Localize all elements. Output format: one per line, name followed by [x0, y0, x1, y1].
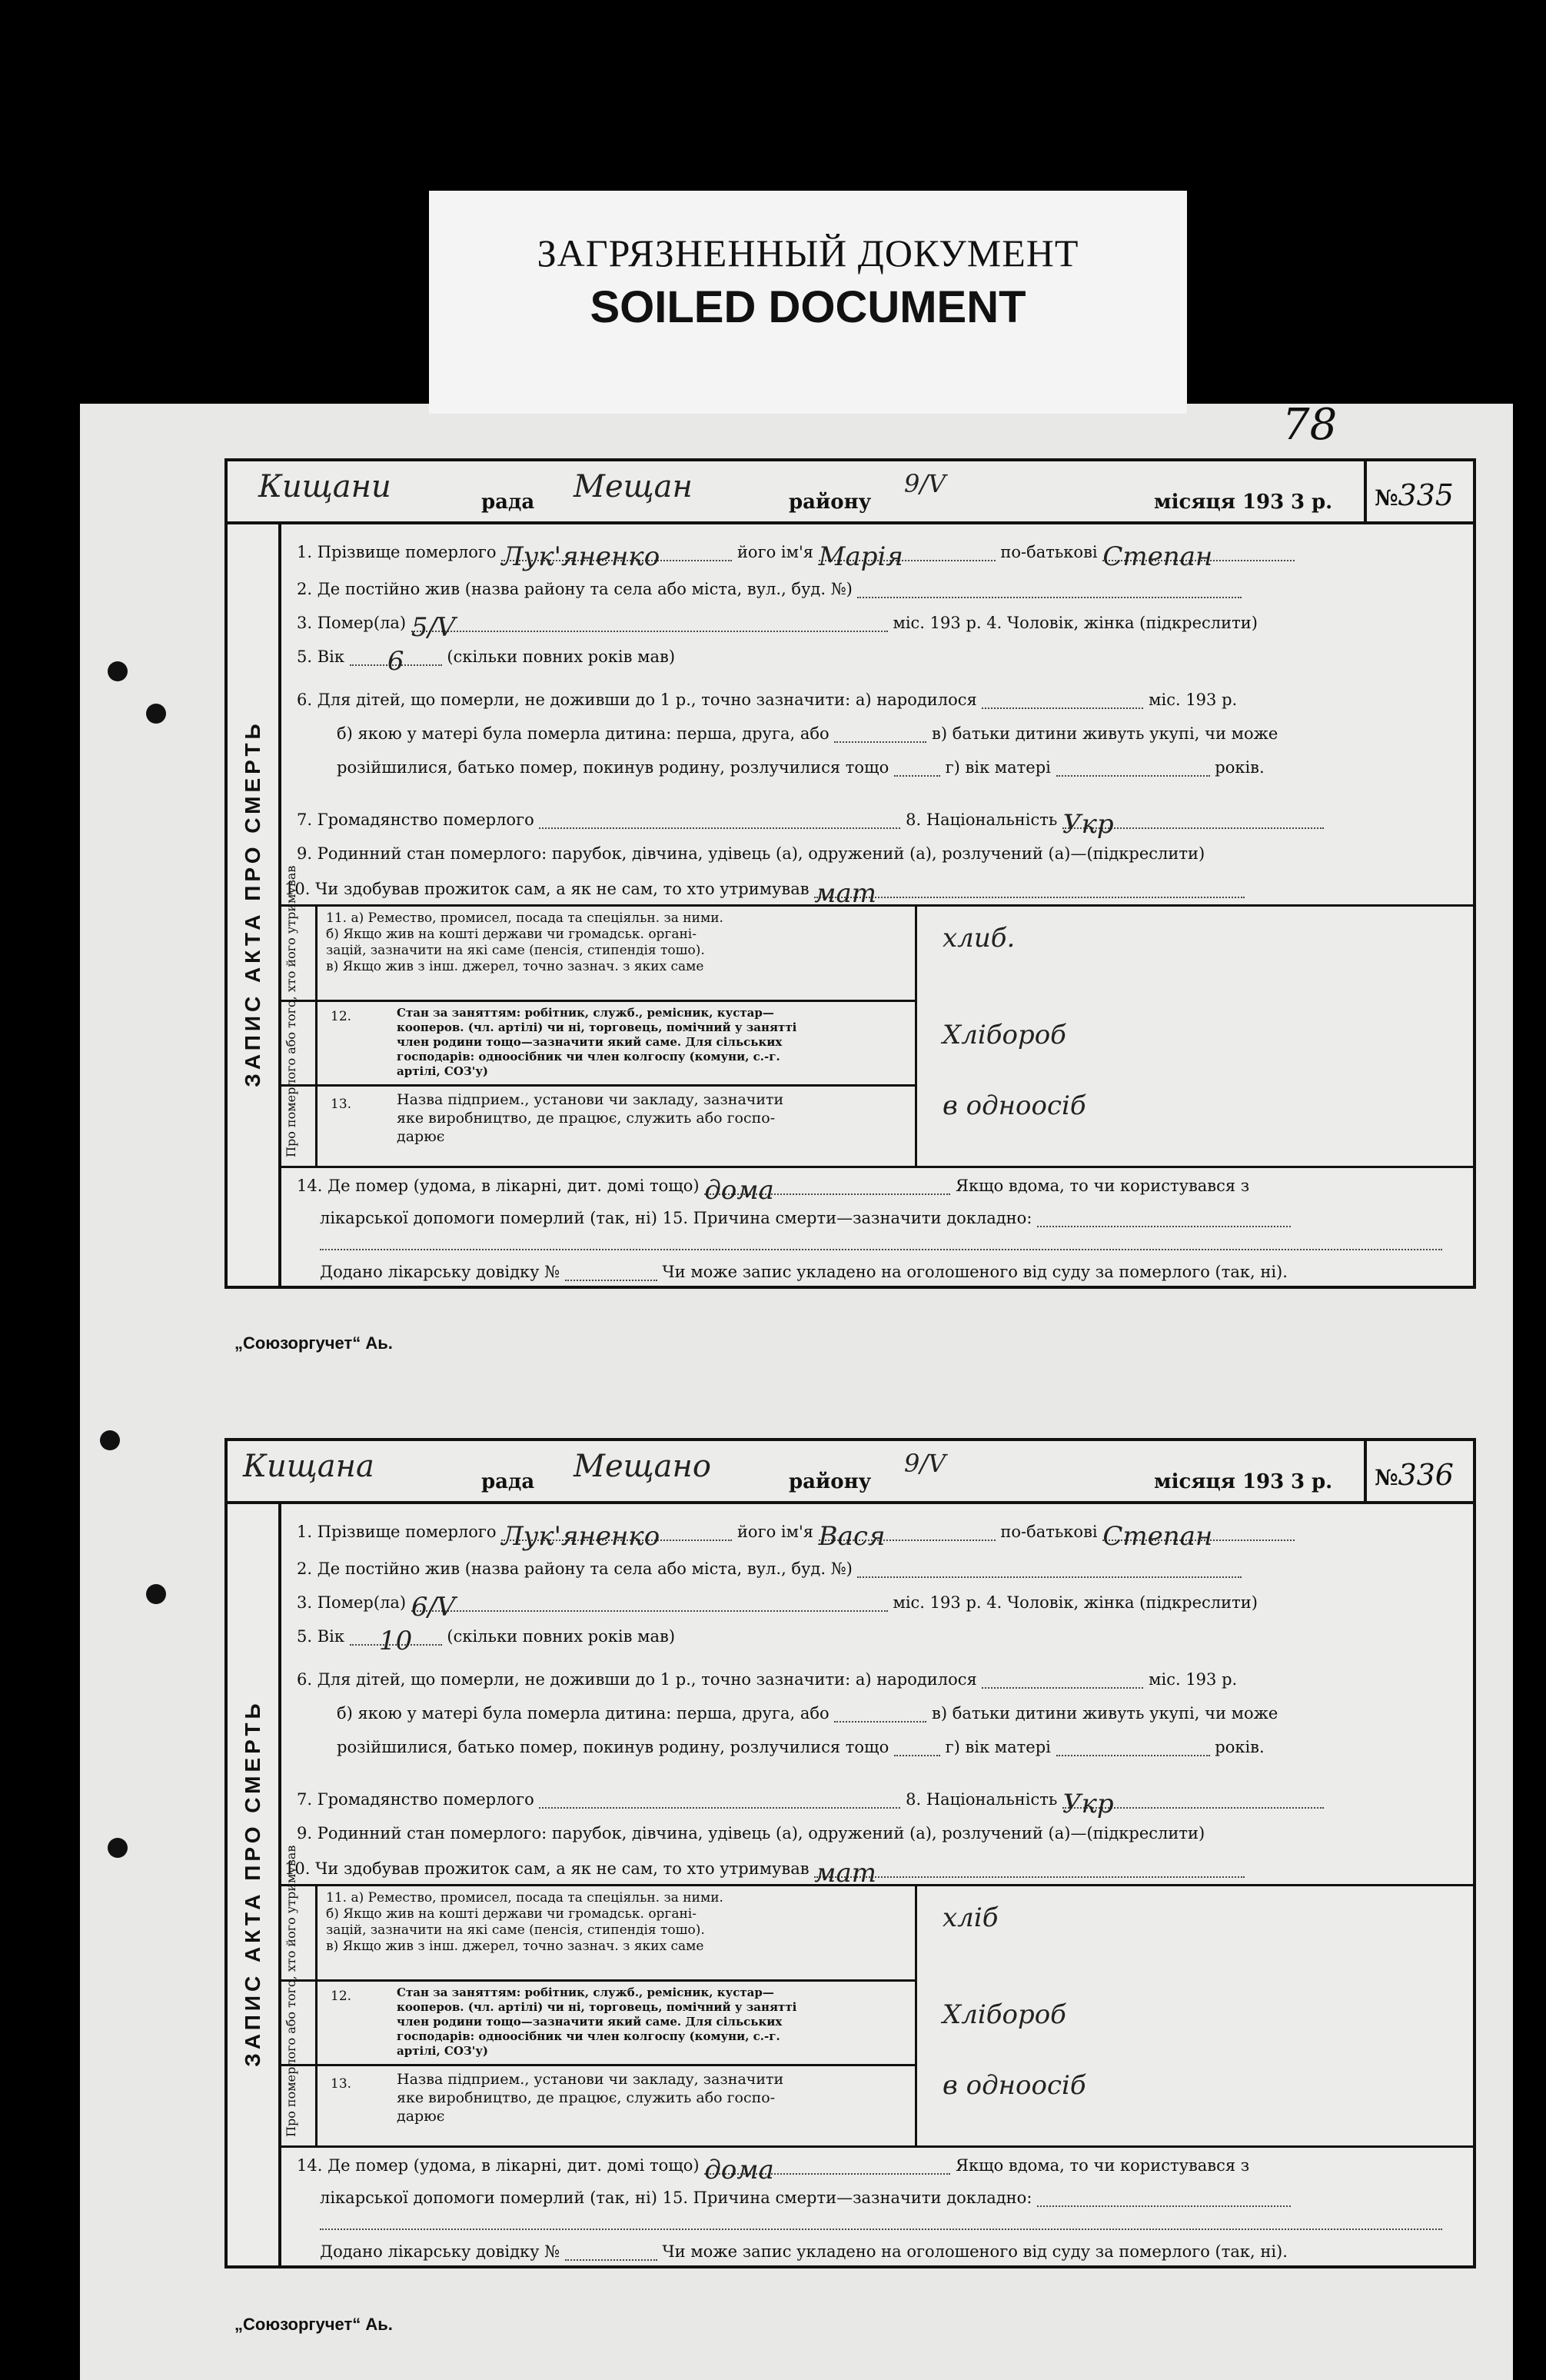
day-value: 9/V [904, 1449, 946, 1478]
line-1 [297, 1521, 1458, 1552]
line-16 [320, 1261, 1458, 1281]
surname-value: Лук'яненко [501, 541, 660, 572]
divider [278, 1084, 915, 1087]
line-15 [320, 1207, 1458, 1227]
line-9 [297, 844, 1458, 863]
citizenship-label: 7. Громадянство померлого [297, 811, 534, 829]
name-label: його ім'я [736, 1523, 813, 1541]
divider [278, 2064, 915, 2066]
year-value: 3 [1291, 1470, 1305, 1493]
line-2 [297, 578, 1458, 598]
year-suffix: р. [1312, 1470, 1333, 1493]
divider [315, 1884, 318, 2145]
month-label: місяця 193 [1154, 491, 1285, 514]
mother-age-label: г) вік матері [945, 1738, 1051, 1756]
parents-label: в) батьки дитини живуть укупі, чи може [932, 1704, 1278, 1723]
raion-value: Мещан [574, 469, 693, 504]
patronymic-label: по-батькові [1000, 1523, 1098, 1541]
parents-status-label: розійшилися, батько помер, покинув родину, розлучилися тощо [337, 758, 889, 777]
number-label: № [1375, 485, 1398, 511]
divider [278, 1884, 1473, 1886]
status-number: 12. [331, 1009, 352, 1024]
form-header [228, 461, 1473, 524]
number-label: № [1375, 1465, 1398, 1490]
line-5 [297, 646, 1458, 677]
sex-label: р. 4. Чоловік, жінка (підкреслити) [966, 1593, 1258, 1612]
line-6 [297, 1669, 1458, 1689]
raion-value: Мещано [574, 1449, 711, 1484]
death-record-form-2 [224, 1438, 1476, 2268]
supporter-value: мат [814, 1858, 876, 1889]
child-born-label: 6. Для дітей, що померли, не доживши до 1 р., точно зазначити: а) народилося [297, 691, 977, 709]
line-16 [320, 2241, 1458, 2261]
divider [315, 904, 318, 1166]
line-15 [320, 2187, 1458, 2207]
status-value: Хлібороб [943, 1999, 1066, 2030]
workplace-number: 13. [331, 1097, 352, 1112]
occupation-label: 11. а) Ремество, промисел, посада та спеціяльн. за ними. б) Якщо жив на коштi держави чи громадськ. органі- зацій, зазначити на які саме (пенсія, стипендія тошо). в) Якщо жив з інш. джерел, точно зазнач. з яких саме [326, 910, 723, 974]
divider [915, 1884, 917, 2145]
death-record-form-1 [224, 458, 1476, 1289]
divider [915, 904, 917, 1166]
marital-label: 9. Родинний стан померлого: парубок, дівчина, удівець (а), одружений (а), розлучений (а)—(підкреслити) [297, 1824, 1205, 1842]
soiled-label-en: SOILED DOCUMENT [590, 282, 1026, 332]
punch-hole [108, 1838, 128, 1858]
name-value: Вася [818, 1521, 886, 1552]
page-number: 78 [1282, 400, 1338, 450]
nationality-label: 8. Національність [906, 1790, 1058, 1809]
mother-age-label: г) вік матері [945, 758, 1051, 777]
age-hint: (скільки повних років мав) [447, 647, 676, 666]
line-1 [297, 541, 1458, 572]
died-month-label: міс. 193 [893, 1593, 961, 1612]
year-suffix: р. [1312, 491, 1333, 514]
home-care-label: Якщо вдома, то чи користувався з [956, 2156, 1250, 2175]
age-hint: (скільки повних років мав) [447, 1627, 676, 1646]
rada-value: Кищана [243, 1449, 374, 1484]
died-label: 3. Помер(ла) [297, 1593, 407, 1612]
age-value: 10 [379, 1626, 413, 1656]
workplace-value: в одноосіб [943, 1090, 1086, 1121]
sex-label: р. 4. Чоловік, жінка (підкреслити) [966, 614, 1258, 632]
line-7 [297, 809, 1458, 840]
soiled-label-ru: ЗАГРЯЗНЕННЫЙ ДОКУМЕНТ [537, 231, 1079, 275]
workplace-number: 13. [331, 2076, 352, 2092]
punch-hole [100, 1430, 120, 1450]
child-born-year: р. [1222, 1670, 1238, 1689]
side-title [228, 1501, 281, 2265]
died-month-label: міс. 193 [893, 614, 961, 632]
parents-status-label: розійшилися, батько помер, покинув родину, розлучилися тощо [337, 1738, 889, 1756]
cause-label: лікарської допомоги померлий (так, ні) 15. Причина смерти—зазначити докладно: [320, 2189, 1032, 2207]
divider [278, 1979, 915, 1982]
workplace-label: Назва підприем., установи чи закладу, зазначити яке виробництво, де працює, служить або госпо- дарює [397, 2071, 784, 2125]
citizenship-label: 7. Громадянство померлого [297, 1790, 534, 1809]
occupation-label: 11. а) Ремество, промисел, посада та спеціяльн. за ними. б) Якщо жив на коштi держави чи громадськ. органі- зацій, зазначити на які саме (пенсія, стипендія тошо). в) Якщо жив з інш. джерел, точно зазнач. з яких саме [326, 1890, 723, 1954]
line-2 [297, 1558, 1458, 1578]
line-3 [297, 612, 1458, 643]
line-14 [297, 2155, 1458, 2185]
court-label: Чи може запис укладено на оголошеного від суду за померлого (так, ні). [662, 2242, 1288, 2261]
residence-label: 2. Де постійно жив (назва району та села або міста, вул., буд. №) [297, 1559, 853, 1578]
death-place-label: 14. Де помер (удома, в лікарні, дит. домі тощо) [297, 2156, 700, 2175]
side-title-text: ЗАПИС АКТА ПРО СМЕРТЬ [241, 720, 264, 1087]
status-value: Хлібороб [943, 1020, 1066, 1050]
line-9 [297, 1824, 1458, 1842]
age-label: 5. Вік [297, 1627, 344, 1646]
line-6c [337, 757, 1458, 777]
workplace-label: Назва підприем., установи чи закладу, зазначити яке виробництво, де працює, служить або госпо- дарює [397, 1091, 784, 1145]
patronymic-label: по-батькові [1000, 543, 1098, 561]
nationality-value: Укр [1062, 809, 1114, 840]
line-10 [284, 1858, 1458, 1889]
line-5 [297, 1626, 1458, 1656]
supporter-value: мат [814, 878, 876, 909]
age-value: 6 [387, 646, 404, 677]
rada-label: рада [481, 1470, 535, 1493]
line-10 [284, 878, 1458, 909]
died-value: 5/V [411, 612, 456, 643]
certificate-label: Додано лікарську довідку № [320, 2242, 560, 2261]
line-14 [297, 1175, 1458, 1206]
rada-label: рада [481, 491, 535, 514]
line-6 [297, 689, 1458, 709]
occupation-value: хлиб. [943, 923, 1016, 954]
child-born-month: міс. 193 [1149, 691, 1217, 709]
workplace-value: в одноосіб [943, 2070, 1086, 2101]
record-number-box [1364, 461, 1473, 521]
side-title [228, 521, 281, 1286]
years-label: років. [1215, 758, 1265, 777]
child-order-label: б) якою у матері була померла дитина: перша, друга, або [337, 1704, 830, 1723]
died-value: 6/V [411, 1592, 456, 1623]
surname-value: Лук'яненко [501, 1521, 660, 1552]
nationality-value: Укр [1062, 1789, 1114, 1819]
years-label: років. [1215, 1738, 1265, 1756]
parents-label: в) батьки дитини живуть укупі, чи може [932, 724, 1278, 743]
status-number: 12. [331, 1989, 352, 2004]
day-value: 9/V [904, 469, 946, 498]
death-place-value: дома [704, 1175, 774, 1206]
status-label: Стан за заняттям: робітник, служб., ремісник, кустар— кооперов. (чл. артілі) чи ні, торговець, помічний у занятті член родини тощо—зазначити який саме. Для сільських господарів: одноосібник чи член колгоспу (комуни, с.-г. артілі, СОЗ'у) [397, 1986, 797, 2058]
month-label: місяця 193 [1154, 1470, 1285, 1493]
name-label: його ім'я [736, 543, 813, 561]
surname-label: 1. Прізвище померлого [297, 1523, 497, 1541]
punch-hole [108, 661, 128, 681]
year-value: 3 [1291, 491, 1305, 514]
side-subtitle: Про померлого або того, хто його утримував [284, 1845, 298, 2137]
side-subtitle: Про померлого або того, хто його утримував [284, 865, 298, 1157]
record-number: 335 [1398, 478, 1454, 512]
form-footer: „Союзоргучет“ Аь. [234, 2315, 393, 2334]
divider [278, 1166, 1473, 1168]
form-header [228, 1441, 1473, 1504]
form-footer: „Союзоргучет“ Аь. [234, 1333, 393, 1353]
status-label: Стан за заняттям: робітник, служб., ремісник, кустар— кооперов. (чл. артілі) чи ні, торговець, помічний у занятті член родини тощо—зазначити який саме. Для сільських господарів: одноосібник чи член колгоспу (комуни, с.-г. артілі, СОЗ'у) [397, 1006, 797, 1078]
child-born-year: р. [1222, 691, 1238, 709]
record-number: 336 [1398, 1458, 1454, 1492]
nationality-label: 8. Національність [906, 811, 1058, 829]
divider [278, 1000, 915, 1002]
age-label: 5. Вік [297, 647, 344, 666]
line-15b [320, 1230, 1458, 1250]
name-value: Марія [818, 541, 903, 572]
punch-hole [146, 704, 166, 724]
child-order-label: б) якою у матері була померла дитина: перша, друга, або [337, 724, 830, 743]
raion-label: району [789, 1470, 872, 1493]
line-7 [297, 1789, 1458, 1819]
line-3 [297, 1592, 1458, 1623]
line-15b [320, 2210, 1458, 2230]
marital-label: 9. Родинний стан померлого: парубок, дівчина, удівець (а), одружений (а), розлучений (а)—(підкреслити) [297, 844, 1205, 863]
died-label: 3. Помер(ла) [297, 614, 407, 632]
line-6c [337, 1736, 1458, 1756]
death-place-label: 14. Де помер (удома, в лікарні, дит. домі тощо) [297, 1177, 700, 1195]
line-6b [337, 1703, 1458, 1723]
rada-value: Кищани [258, 469, 391, 504]
supporter-label: 10. Чи здобував прожиток сам, а як не сам, то хто утримував [284, 1859, 810, 1878]
divider [278, 2145, 1473, 2148]
home-care-label: Якщо вдома, то чи користувався з [956, 1177, 1250, 1195]
punch-hole [146, 1584, 166, 1604]
side-title-text: ЗАПИС АКТА ПРО СМЕРТЬ [241, 1699, 264, 2067]
death-place-value: дома [704, 2155, 774, 2185]
divider [278, 904, 1473, 907]
cause-label: лікарської допомоги померлий (так, ні) 15. Причина смерти—зазначити докладно: [320, 1209, 1032, 1227]
supporter-label: 10. Чи здобував прожиток сам, а як не сам, то хто утримував [284, 880, 810, 898]
child-born-month: міс. 193 [1149, 1670, 1217, 1689]
occupation-value: хліб [943, 1902, 999, 1933]
patronymic-value: Степан [1102, 541, 1213, 572]
raion-label: району [789, 491, 872, 514]
court-label: Чи може запис укладено на оголошеного від суду за померлого (так, ні). [662, 1263, 1288, 1281]
certificate-label: Додано лікарську довідку № [320, 1263, 560, 1281]
soiled-document-label [429, 191, 1187, 414]
child-born-label: 6. Для дітей, що померли, не доживши до 1 р., точно зазначити: а) народилося [297, 1670, 977, 1689]
line-6b [337, 723, 1458, 743]
record-number-box [1364, 1441, 1473, 1501]
patronymic-value: Степан [1102, 1521, 1213, 1552]
residence-label: 2. Де постійно жив (назва району та села або міста, вул., буд. №) [297, 580, 853, 598]
surname-label: 1. Прізвище померлого [297, 543, 497, 561]
